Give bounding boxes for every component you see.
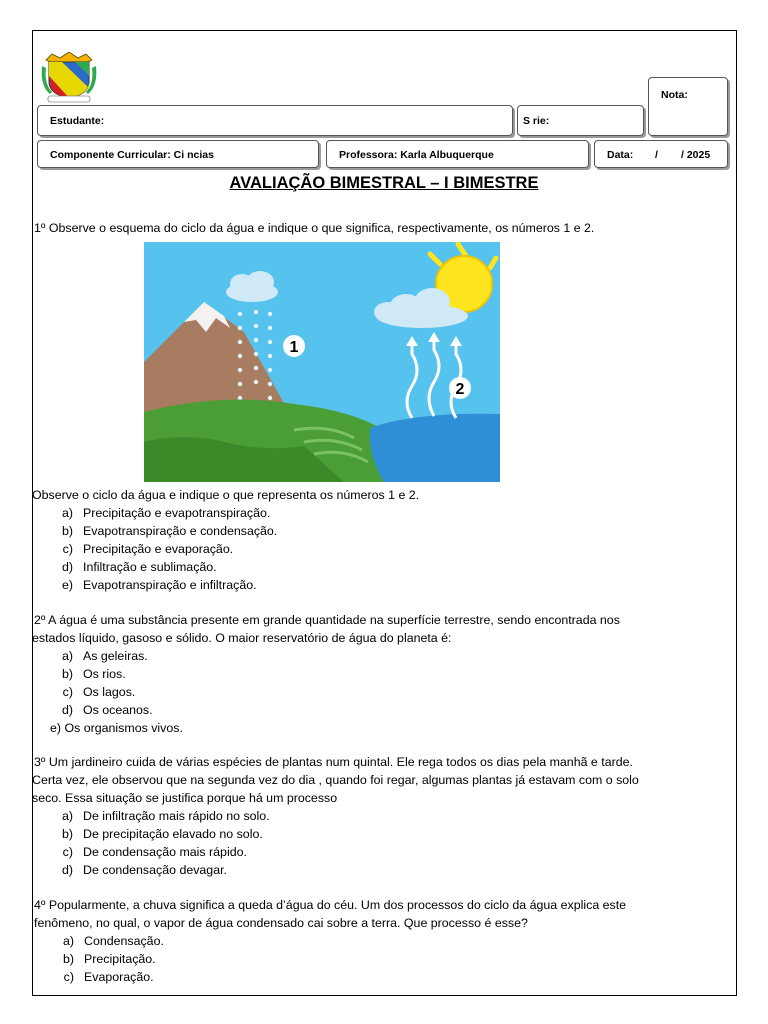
option-item[interactable]: c) Precipitação e evaporação. <box>62 542 234 556</box>
grade-label: S rie: <box>523 115 550 127</box>
grade-field[interactable] <box>517 105 644 136</box>
question-2-line-2: estados líquido, gasoso e sólido. O maior reservatório de água do planeta é: <box>32 631 452 645</box>
question-4-options <box>33 932 723 986</box>
option-item[interactable]: a) Condensação. <box>62 934 164 948</box>
student-field[interactable] <box>37 105 513 136</box>
subject-field <box>37 140 319 168</box>
teacher-label: Professora: Karla Albuquerque <box>339 149 494 161</box>
option-item[interactable]: e) Evapotranspiração e infiltração. <box>61 578 257 592</box>
water-cycle-figure <box>144 242 500 482</box>
date-slash-year: / 2025 <box>681 149 711 161</box>
option-item[interactable]: c) Evaporação. <box>63 970 154 984</box>
option-item[interactable]: d) De condensação devagar. <box>61 863 227 877</box>
option-item[interactable]: a) Precipitação e evapotranspiração. <box>61 506 271 520</box>
label-2: 2 <box>455 381 465 398</box>
question-1-stem: Observe o ciclo da água e indique o que representa os números 1 e 2. <box>32 488 420 502</box>
subject-label: Componente Curricular: Ci ncias <box>50 149 214 161</box>
option-item[interactable]: b) Evapotranspiração e condensação. <box>61 524 278 538</box>
question-2-line-1: 2º A água é uma substância presente em grande quantidade na superfície terrestre, sendo encontrada nos <box>34 613 620 627</box>
page-title: AVALIAÇÃO BIMESTRAL – I BIMESTRE <box>229 174 539 192</box>
question-1-prompt: 1º Observe o esquema do ciclo da água e indique o que significa, respectivamente, os números 1 e 2. <box>34 221 595 235</box>
option-item[interactable]: a) De infiltração mais rápido no solo. <box>61 809 270 823</box>
option-item[interactable]: a) As geleiras. <box>61 649 148 663</box>
question-3-line-2: Certa vez, ele observou que na segunda vez do dia , quando foi regar, algumas plantas já estavam com o solo <box>32 773 639 787</box>
option-item[interactable]: b) Precipitação. <box>62 952 156 966</box>
question-3-options <box>32 807 722 879</box>
score-field[interactable] <box>648 77 728 136</box>
label-1: 1 <box>289 339 299 356</box>
score-label: Nota: <box>661 89 688 101</box>
school-coat-of-arms-logo <box>40 52 98 104</box>
water-body <box>370 414 500 482</box>
date-slash-1: / <box>655 149 658 161</box>
option-item[interactable]: e) Os organismos vivos. <box>50 721 183 735</box>
question-2-options <box>32 647 722 737</box>
question-4-line-1: 4º Popularmente, a chuva significa a queda d’água do céu. Um dos processos do ciclo da água explica este <box>34 898 627 912</box>
date-label: Data: <box>607 149 634 161</box>
question-4-line-2: fenômeno, no qual, o vapor de água condensado cai sobre a terra. Que processo é esse? <box>34 916 528 930</box>
option-item[interactable]: d) Os oceanos. <box>61 703 153 717</box>
question-3-line-3: seco. Essa situação se justifica porque há um processo <box>32 791 338 805</box>
option-item[interactable]: c) Os lagos. <box>62 685 136 699</box>
option-item[interactable]: b) Os rios. <box>61 667 126 681</box>
question-3-line-1: 3º Um jardineiro cuida de várias espécies de plantas num quintal. Ele rega todos os dias pela manhã e tarde. <box>34 755 633 769</box>
option-item[interactable]: c) De condensação mais rápido. <box>62 845 247 859</box>
option-item[interactable]: b) De precipitação elavado no solo. <box>61 827 263 841</box>
student-label: Estudante: <box>50 115 105 127</box>
option-item[interactable]: d) Infiltração e sublimação. <box>61 560 217 574</box>
question-1-options <box>32 504 722 594</box>
teacher-field <box>326 140 589 168</box>
date-field[interactable] <box>594 140 728 168</box>
